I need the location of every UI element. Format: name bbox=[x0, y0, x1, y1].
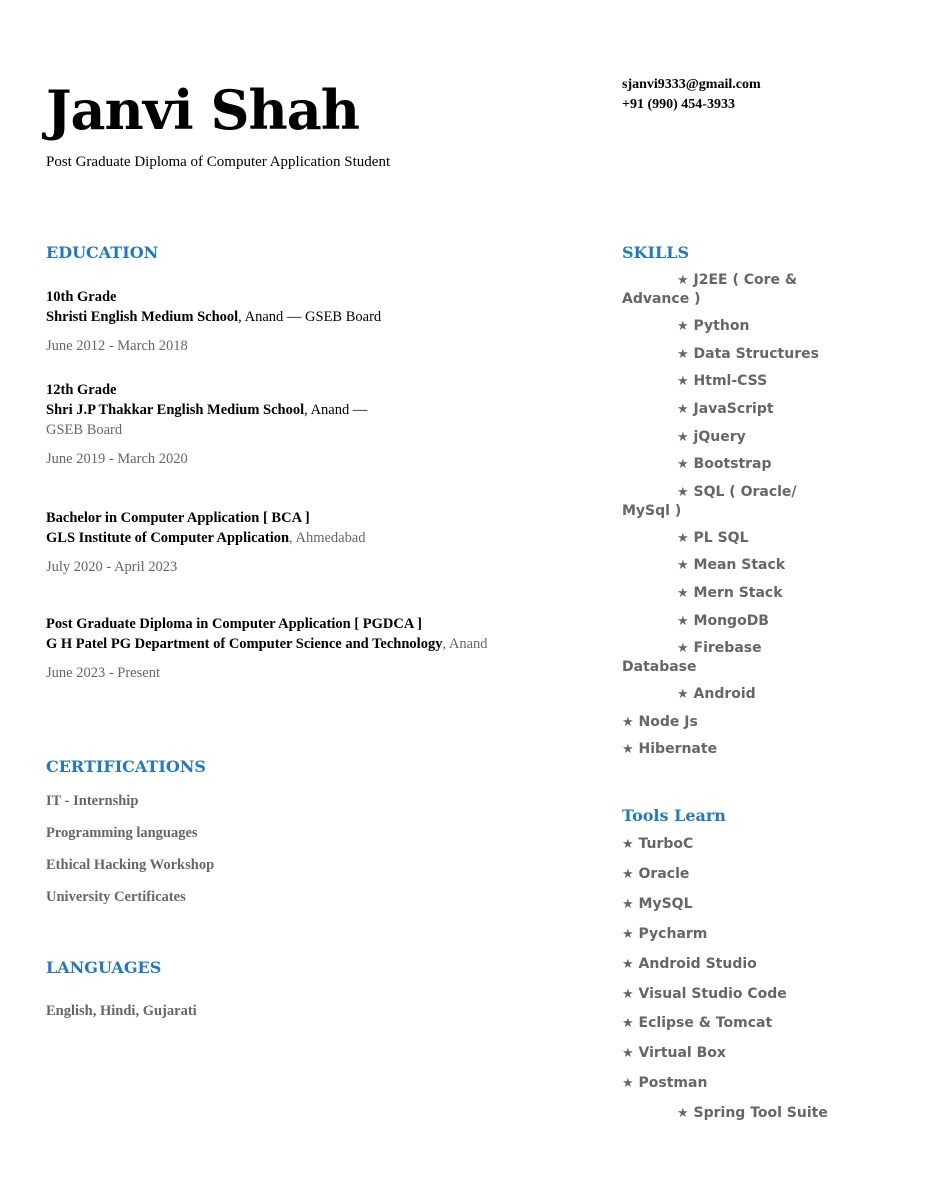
tool-item: ★ Android Studio bbox=[622, 956, 757, 972]
star-icon: ★ bbox=[677, 558, 689, 573]
skills-heading: SKILLS bbox=[622, 243, 689, 262]
star-icon: ★ bbox=[622, 987, 634, 1002]
star-icon: ★ bbox=[677, 531, 689, 546]
star-icon: ★ bbox=[622, 1046, 634, 1061]
skill-item: ★ Mern Stack bbox=[677, 585, 783, 601]
tool-item: ★ Eclipse & Tomcat bbox=[622, 1015, 773, 1031]
tool-item: ★ Postman bbox=[622, 1075, 708, 1091]
location: , Anand — bbox=[304, 402, 368, 418]
tool-item: ★ Virtual Box bbox=[622, 1045, 726, 1061]
star-icon: ★ bbox=[622, 957, 634, 972]
location: , Anand bbox=[442, 636, 488, 652]
skill-item: ★ Python bbox=[677, 318, 750, 334]
location: , Anand — bbox=[238, 309, 306, 325]
skill-item: ★ Mean Stack bbox=[677, 557, 786, 573]
tools-heading: Tools Learn bbox=[622, 806, 726, 825]
institution: Shri J.P Thakkar English Medium School bbox=[46, 402, 305, 418]
languages-list: English, Hindi, Gujarati bbox=[46, 1003, 197, 1019]
dates: July 2020 - April 2023 bbox=[46, 559, 178, 575]
skill-item: ★ Node Js bbox=[622, 714, 698, 730]
candidate-name: Janvi Shah bbox=[46, 78, 359, 142]
star-icon: ★ bbox=[622, 837, 634, 852]
degree: 10th Grade bbox=[46, 289, 117, 305]
skill-item: ★ J2EE ( Core & Advance ) bbox=[622, 272, 798, 307]
institution: Shristi English Medium School bbox=[46, 309, 239, 325]
education-entry bbox=[46, 380, 367, 469]
degree: Bachelor in Computer Application [ BCA ] bbox=[46, 510, 310, 526]
skill-item: ★ Android bbox=[677, 686, 756, 702]
candidate-subtitle: Post Graduate Diploma of Computer Application Student bbox=[46, 154, 391, 170]
skill-item: ★ JavaScript bbox=[677, 401, 774, 417]
star-icon: ★ bbox=[622, 897, 634, 912]
star-icon: ★ bbox=[677, 586, 689, 601]
skill-item: ★ Html-CSS bbox=[677, 373, 768, 389]
email-link[interactable]: sjanvi9333@gmail.com bbox=[622, 77, 761, 92]
phone-number: +91 (990) 454-3933 bbox=[622, 97, 735, 112]
star-icon: ★ bbox=[622, 742, 634, 757]
tool-item: ★ TurboC bbox=[622, 836, 694, 852]
star-icon: ★ bbox=[677, 614, 689, 629]
tool-item: ★ Visual Studio Code bbox=[622, 986, 787, 1002]
dates: June 2019 - March 2020 bbox=[46, 451, 188, 467]
board: GSEB Board bbox=[46, 422, 123, 438]
star-icon: ★ bbox=[677, 273, 689, 288]
star-icon: ★ bbox=[622, 927, 634, 942]
skill-item: ★ Hibernate bbox=[622, 741, 718, 757]
education-heading: EDUCATION bbox=[46, 243, 159, 262]
skill-item: ★ Data Structures bbox=[677, 346, 819, 362]
certification-item: IT - Internship bbox=[46, 793, 139, 809]
star-icon: ★ bbox=[677, 485, 689, 500]
star-icon: ★ bbox=[677, 457, 689, 472]
star-icon: ★ bbox=[677, 347, 689, 362]
star-icon: ★ bbox=[677, 641, 689, 656]
star-icon: ★ bbox=[622, 1076, 634, 1091]
dates: June 2023 - Present bbox=[46, 665, 160, 681]
dates: June 2012 - March 2018 bbox=[46, 338, 188, 354]
star-icon: ★ bbox=[677, 430, 689, 445]
certification-item: University Certificates bbox=[46, 889, 186, 905]
contact-block bbox=[622, 75, 761, 115]
skill-item: ★ SQL ( Oracle/ MySql ) bbox=[622, 484, 797, 519]
education-entry bbox=[46, 287, 381, 356]
skill-item: ★ MongoDB bbox=[677, 613, 769, 629]
tool-item: ★ Pycharm bbox=[622, 926, 708, 942]
tool-item: ★ Spring Tool Suite bbox=[677, 1105, 828, 1121]
education-entry bbox=[46, 508, 366, 577]
tool-item: ★ Oracle bbox=[622, 866, 690, 882]
board: GSEB Board bbox=[305, 309, 382, 325]
institution: GLS Institute of Computer Application bbox=[46, 530, 290, 546]
institution: G H Patel PG Department of Computer Science and Technology bbox=[46, 636, 443, 652]
certifications-heading: CERTIFICATIONS bbox=[46, 757, 206, 776]
star-icon: ★ bbox=[622, 1016, 634, 1031]
skill-item: ★ PL SQL bbox=[677, 530, 749, 546]
skill-item: ★ jQuery bbox=[677, 429, 746, 445]
tool-item: ★ MySQL bbox=[622, 896, 693, 912]
languages-heading: LANGUAGES bbox=[46, 958, 162, 977]
star-icon: ★ bbox=[677, 402, 689, 417]
skill-item: ★ Bootstrap bbox=[677, 456, 772, 472]
star-icon: ★ bbox=[677, 319, 689, 334]
star-icon: ★ bbox=[622, 867, 634, 882]
star-icon: ★ bbox=[677, 687, 689, 702]
skill-item: ★ Firebase Database bbox=[622, 640, 762, 675]
degree: 12th Grade bbox=[46, 382, 117, 398]
location: , Ahmedabad bbox=[289, 530, 366, 546]
star-icon: ★ bbox=[677, 1106, 689, 1121]
certification-item: Ethical Hacking Workshop bbox=[46, 857, 215, 873]
certification-item: Programming languages bbox=[46, 825, 198, 841]
degree: Post Graduate Diploma in Computer Application [ PGDCA ] bbox=[46, 616, 422, 632]
education-entry bbox=[46, 614, 488, 683]
star-icon: ★ bbox=[677, 374, 689, 389]
star-icon: ★ bbox=[622, 715, 634, 730]
